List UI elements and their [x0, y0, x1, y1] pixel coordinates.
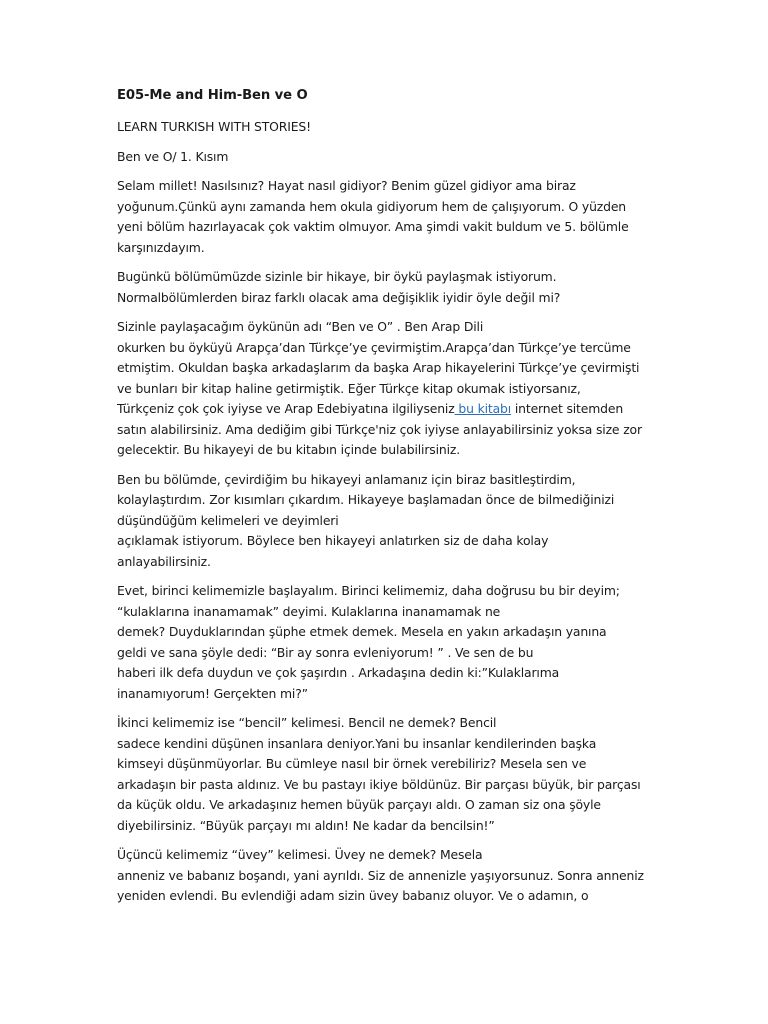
text-line: inanamıyorum! Gerçekten mi?”	[117, 685, 308, 701]
part-heading: Ben ve O/ 1. Kısım	[117, 148, 229, 164]
text-line: etmiştim. Okuldan başka arkadaşlarım da başka Arap hikayelerini Türkçe’ye çevirmişti	[117, 360, 640, 375]
text-line: anneniz ve babanız boşandı, yani ayrıldı. Siz de annenizle yaşıyorsunuz. Sonra anneniz	[117, 867, 644, 883]
paragraph-6	[117, 713, 657, 836]
text-line: Üçüncü kelimemiz “üvey” kelimesi. Üvey ne demek? Mesela	[117, 847, 483, 862]
paragraph-1	[117, 176, 657, 258]
paragraph-4	[117, 470, 657, 573]
text-line: açıklamak istiyorum. Böylece ben hikayeyi anlatırken siz de daha kolay	[117, 533, 549, 548]
text-line: Ben bu bölümde, çevirdiğim bu hikayeyi anlamanız için biraz basitleştirdim,	[117, 471, 576, 487]
text-line: Selam millet! Nasılsınız? Hayat nasıl gidiyor? Benim güzel gidiyor ama biraz	[117, 178, 576, 193]
text-line: demek? Duyduklarından şüphe etmek demek. Mesela en yakın arkadaşın yanına	[117, 624, 607, 639]
text-line: kolaylaştırdım. Zor kısımları çıkardım. Hikayeye başlamadan önce de bilmediğinizi	[117, 492, 615, 507]
text-line: diyebilirsiniz. “Büyük parçayı mı aldın! Ne kadar da bencilsin!”	[117, 817, 495, 833]
text-line: okurken bu öyküyü Arapça’dan Türkçe’ye çevirmiştim.Arapça’dan Türkçe’ye tercüme	[117, 339, 631, 355]
text-line: satın alabilirsiniz. Ama dediğim gibi Türkçe'niz çok iyiyse anlayabilirsiniz yoksa size zor	[117, 421, 642, 437]
text-line: “kulaklarına inanamamak” deyimi. Kulaklarına inanamamak ne	[117, 603, 501, 619]
text-line: yeni bölüm hazırlayacak çok vaktim olmuyor. Ama şimdi vakit buldum ve 5. bölümle	[117, 219, 629, 234]
text-line-with-link	[117, 399, 657, 420]
text-line: anlayabilirsiniz.	[117, 553, 211, 569]
paragraph-5	[117, 581, 657, 704]
link-line-before: Türkçeniz çok çok iyiyse ve Arap Edebiyatına ilgiliyseniz	[117, 401, 455, 416]
document-page	[117, 87, 657, 916]
text-line: haberi ilk defa duydun ve çok şaşırdın . Arkadaşına dedin ki:”Kulaklarıma	[117, 665, 560, 680]
text-line: yeniden evlendi. Bu evlendiği adam sizin üvey babanız oluyor. Ve o adamın, o	[117, 888, 589, 903]
text-line: Bugünkü bölümümüzde sizinle bir hikaye, bir öykü paylaşmak istiyorum.	[117, 269, 557, 284]
text-line: arkadaşın bir pasta aldınız. Ve bu pastayı ikiye böldünüz. Bir parçası büyük, bir parçası	[117, 776, 641, 792]
text-line: Normalbölümlerden biraz farklı olacak ama değişiklik iyidir öyle değil mi?	[117, 289, 561, 305]
paragraph-7	[117, 845, 657, 907]
paragraph-3	[117, 317, 657, 461]
document-title: E05-Me and Him-Ben ve O	[117, 88, 308, 103]
book-link[interactable]: bu kitabı	[454, 401, 512, 416]
text-line: ve bunları bir kitap haline getirmiştik. Eğer Türkçe kitap okumak istiyorsanız,	[117, 380, 581, 396]
text-line: gelecektir. Bu hikayeyi de bu kitabın içinde bulabilirsiniz.	[117, 442, 461, 457]
text-line: sadece kendini düşünen insanlara deniyor.Yani bu insanlar kendilerinden başka	[117, 735, 597, 751]
text-line: düşündüğüm kelimeleri ve deyimleri	[117, 512, 339, 528]
text-line: geldi ve sana şöyle dedi: “Bir ay sonra evleniyorum! ” . Ve sen de bu	[117, 644, 534, 660]
text-line: karşınızdayım.	[117, 239, 205, 255]
document-subtitle: LEARN TURKISH WITH STORIES!	[117, 119, 311, 134]
text-line: Evet, birinci kelimemizle başlayalım. Birinci kelimemiz, daha doğrusu bu bir deyim;	[117, 583, 620, 598]
link-line-after: internet sitemden	[511, 401, 624, 416]
text-line: İkinci kelimemiz ise “bencil” kelimesi. Bencil ne demek? Bencil	[117, 715, 497, 730]
text-line: yoğunum.Çünkü aynı zamanda hem okula gidiyorum hem de çalışıyorum. O yüzden	[117, 198, 627, 214]
text-line: kimseyi düşünmüyorlar. Bu cümleye nasıl bir örnek verebiliriz? Mesela sen ve	[117, 756, 587, 771]
text-line: da küçük oldu. Ve arkadaşınız hemen büyük parçayı aldı. O zaman siz ona şöyle	[117, 797, 601, 812]
paragraph-2	[117, 267, 657, 308]
text-line: Sizinle paylaşacağım öykünün adı “Ben ve O” . Ben Arap Dili	[117, 319, 484, 334]
